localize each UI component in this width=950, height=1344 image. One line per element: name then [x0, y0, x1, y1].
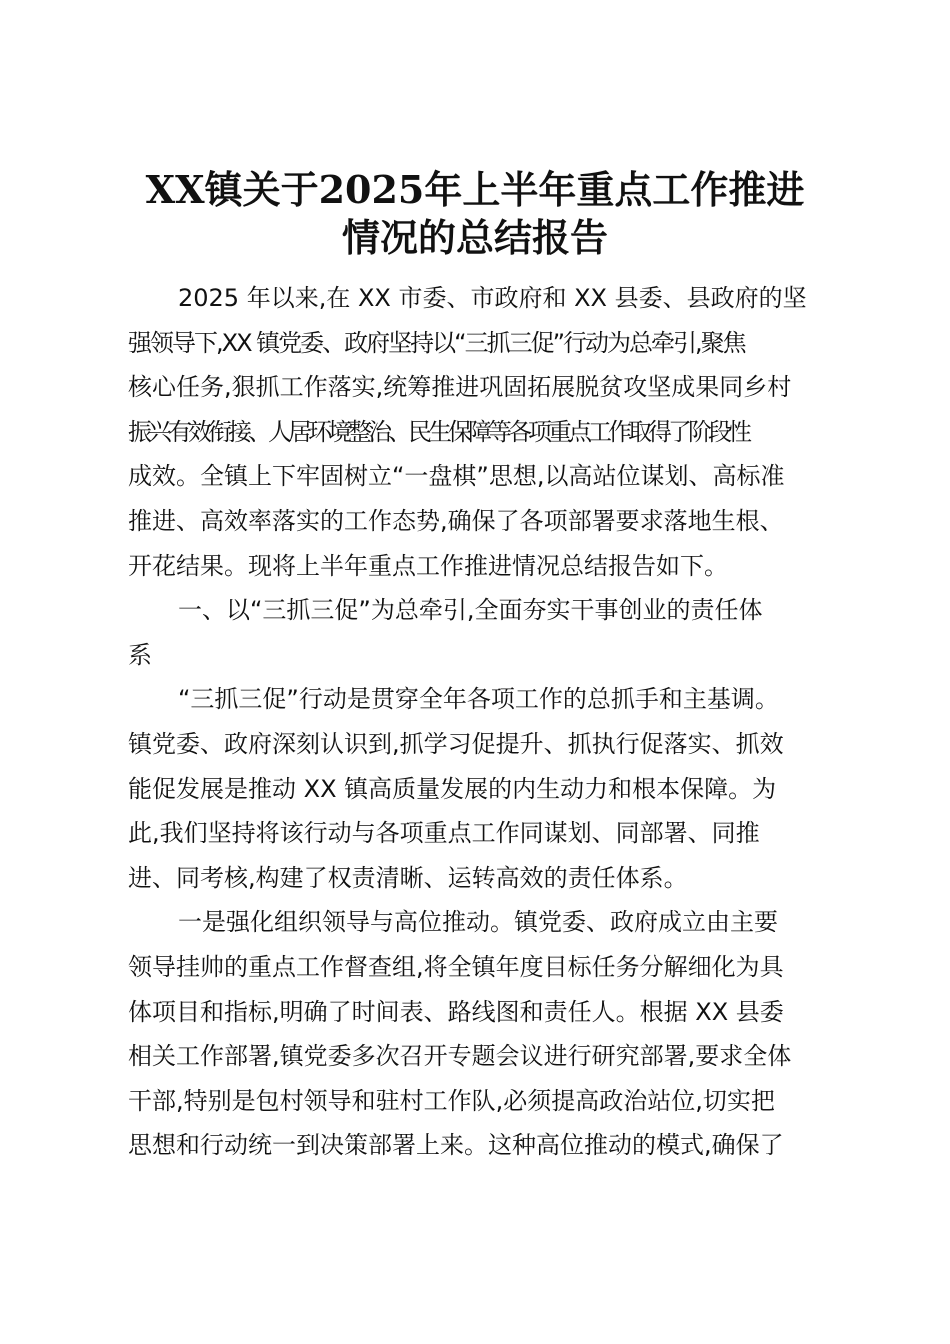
intro-paragraph: [128, 276, 832, 588]
text-line: 领导挂帅的重点工作督查组,将全镇年度目标任务分解细化为具: [128, 952, 784, 981]
text-line: 相关工作部署,镇党委多次召开专题会议进行研究部署,要求全体: [128, 1042, 792, 1071]
text-line: 成效。全镇上下牢固树立“一盘棋”思想,以高站位谋划、高标准: [128, 462, 785, 491]
text-line: “三抓三促”行动是贯穿全年各项工作的总抓手和主基调。: [178, 685, 779, 714]
text-line: 进、同考核,构建了权责清晰、运转高效的责任体系。: [128, 863, 688, 892]
section-heading: [128, 588, 832, 677]
text-line: 镇党委、政府深刻认识到,抓学习促提升、抓执行促落实、抓效: [128, 729, 784, 758]
title-line: 情况的总结报告: [341, 215, 608, 260]
text-line: 能促发展是推动 XX 镇高质量发展的内生动力和根本保障。为: [128, 774, 777, 803]
title-line: XX镇关于2025年上半年重点工作推进: [145, 167, 805, 212]
text-line: 一、以“三抓三促”为总牵引,全面夯实干事创业的责任体: [178, 596, 763, 625]
text-line: 体项目和指标,明确了时间表、路线图和责任人。根据 XX 县委: [128, 997, 784, 1026]
text-line: 此,我们坚持将该行动与各项重点工作同谋划、同部署、同推: [128, 819, 760, 848]
text-line: 干部,特别是包村领导和驻村工作队,必须提高政治站位,切实把: [128, 1086, 775, 1115]
text-line: 思想和行动统一到决策部署上来。这种高位推动的模式,确保了: [128, 1131, 784, 1160]
text-line: 推进、高效率落实的工作态势,确保了各项部署要求落地生根、: [128, 506, 784, 535]
body-paragraph: [128, 900, 832, 1168]
text-line: 2025 年以来,在 XX 市委、市政府和 XX 县委、县政府的坚: [178, 284, 807, 312]
text-line: 强领导下,XX 镇党委、政府坚持以“三抓三促”行动为总牵引,聚焦: [128, 328, 745, 357]
text-line: 开花结果。现将上半年重点工作推进情况总结报告如下。: [128, 551, 728, 580]
text-line: 核心任务,狠抓工作落实,统筹推进巩固拓展脱贫攻坚成果同乡村: [128, 373, 792, 402]
text-line: 系: [128, 640, 152, 669]
document-title: [100, 166, 850, 262]
document-body: [128, 276, 832, 1168]
text-line: 振兴有效衔接、人居环境整治、民生保障等各项重点工作取得了阶段性: [128, 417, 748, 446]
text-line: 一是强化组织领导与高位推动。镇党委、政府成立由主要: [178, 908, 778, 937]
body-paragraph: [128, 677, 832, 900]
